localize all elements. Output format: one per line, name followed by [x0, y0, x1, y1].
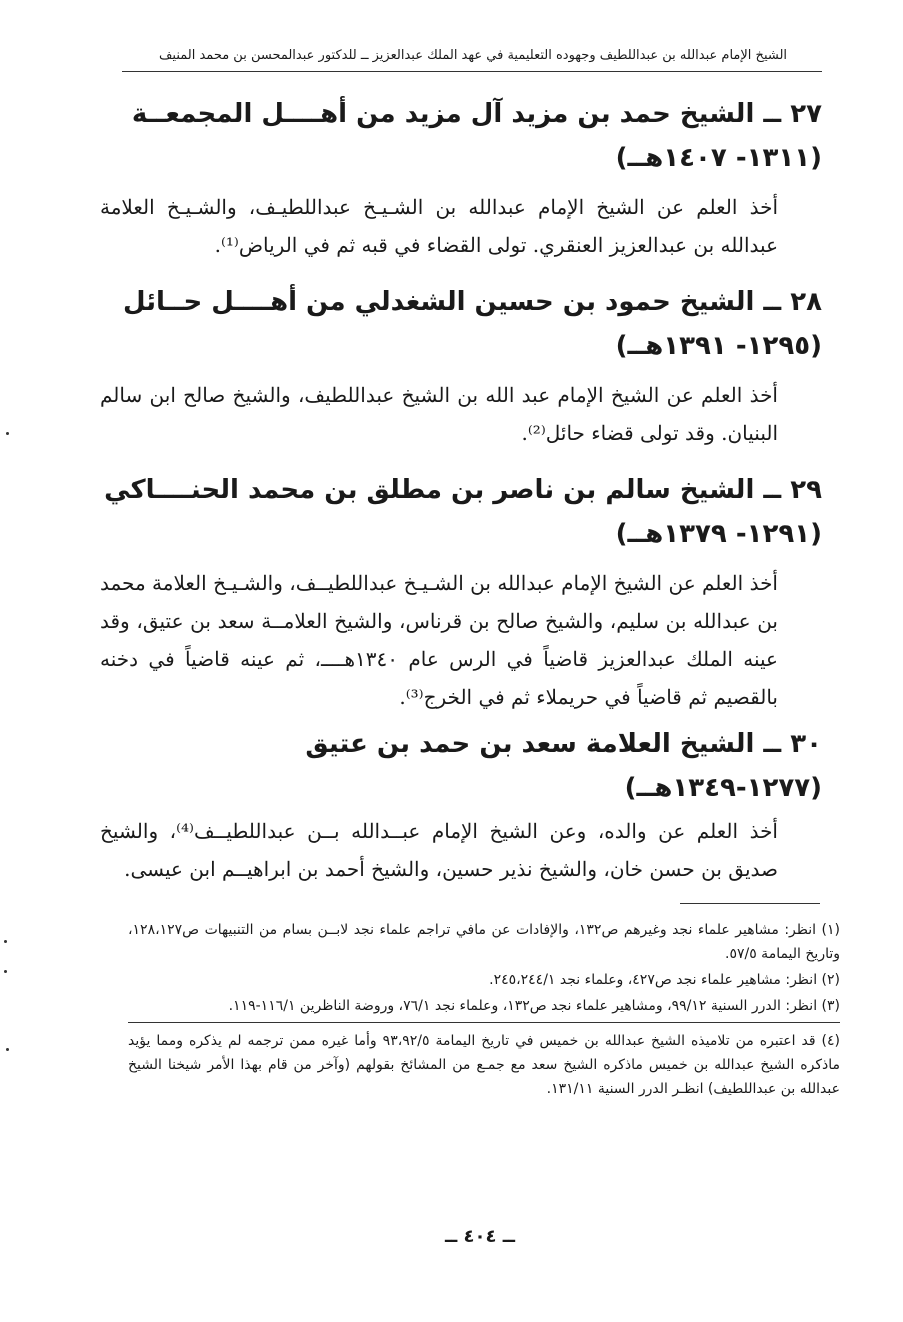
running-header: الشيخ الإمام عبدالله بن عبداللطيف وجهوده التعليمية في عهد الملك عبدالعزيز ــ للدكتور عبدالمحسن بن محمد المنيف [158, 48, 788, 63]
entry-heading: ٢٩ ــ الشيخ سالم بن ناصر بن مطلق بن محمد الحنــــاكي (١٢٩١- ١٣٧٩هــ) [104, 475, 822, 549]
entry-body: أخذ العلم عن الشيخ الإمام عبدالله بن الشـيـخ عبداللطيـف، والشـيـخ العلامة عبدالله بن عبدالعزيز العنقري. تولى القضاء في قبه ثم في الرياض⁽¹⁾. [100, 195, 778, 257]
page-number: ــ ٤٠٤ ــ [444, 1226, 516, 1247]
header-rule [122, 71, 822, 72]
entry-30 [100, 722, 822, 888]
entry-body: أخذ العلم عن الشيخ الإمام عبدالله بن الشـيـخ عبداللطيــف، والشـيـخ العلامة محمد بن عبدالله بن سليم، والشيخ صالح بن قرناس، والشيخ العلامــة سعد بن عتيق، وقد عينه الملك عبدالعزيز قاضياً في الرس عام ١٣٤٠هــــ، ثم عينه قاضياً في دخنه بالقصيم ثم قاضياً في حريملاء ثم في الخرج⁽³⁾. [100, 571, 778, 709]
scan-speck [6, 432, 9, 435]
entry-heading: ٢٨ ــ الشيخ حمود بن حسين الشغدلي من أهــــل حــائل (١٢٩٥- ١٣٩١هــ) [123, 287, 822, 361]
footnote-2: (٢) انظر: مشاهير علماء نجد ص٤٢٧، وعلماء نجد ٢٤٥،٢٤٤/١. [489, 972, 840, 988]
scan-speck [4, 970, 7, 973]
entry-heading: ٣٠ ــ الشيخ العلامة سعد بن حمد بن عتيق (١٢٧٧-١٣٤٩هــ) [305, 729, 822, 803]
scan-speck [6, 1048, 9, 1051]
entry-28 [100, 280, 822, 452]
footnotes [128, 918, 840, 1103]
footnote-separator [128, 1022, 840, 1023]
footnote-rule [680, 903, 820, 904]
footnote-3: (٣) انظر: الدرر السنية ٩٩/١٢، ومشاهير علماء نجد ص١٣٢، وعلماء نجد ٧٦/١، وروضة الناظرين ١١٦/١-١١٩. [228, 998, 840, 1014]
entry-27 [100, 92, 822, 264]
footnote-1: (١) انظر: مشاهير علماء نجد وغيرهم ص١٣٢، والإفادات عن مافي تراجم علماء نجد لابــن بسام من التنبيهات ص١٢٨،١٢٧، وتاريخ اليمامة ٥٧/٥. [128, 922, 840, 962]
entry-heading: ٢٧ ــ الشيخ حمد بن مزيد آل مزيد من أهــــل المجمعــة (١٣١١- ١٤٠٧هــ) [131, 99, 822, 173]
entry-29 [100, 468, 822, 716]
footnote-4: (٤) قد اعتبره من تلاميذه الشيخ عبدالله بن خميس في تاريخ اليمامة ٩٣،٩٢/٥ وأما غيره ممن ترجمه لم يذكره ومما يؤيد ماذكره الشيخ عبدالله بن خميس ماذكره الشيخ سعد مع جمـع من المشائخ بقولهم (وآخر من قام بهذا الأمر شيخنا الشيخ عبدالله بن عبداللطيف) انظـر الدرر السنية ١٣١/١١. [128, 1033, 841, 1097]
entry-body: أخذ العلم عن الشيخ الإمام عبد الله بن الشيخ عبداللطيف، والشيخ صالح ابن سالم البنيان. وقد تولى قضاء حائل⁽²⁾. [100, 383, 778, 445]
scan-speck [4, 940, 7, 943]
entry-body: أخذ العلم عن والده، وعن الشيخ الإمام عبــدالله بــن عبداللطيــف⁽⁴⁾، والشيخ صديق بن حسن خان، والشيخ نذير حسين، والشيخ أحمد بن ابراهيــم ابن عيسى. [100, 819, 778, 881]
